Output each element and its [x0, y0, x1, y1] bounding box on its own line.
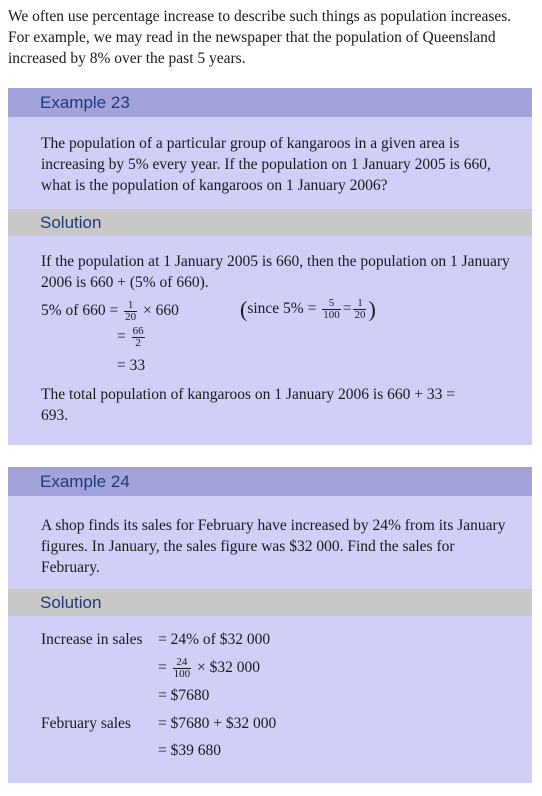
example-23-title: Example 23: [8, 88, 532, 117]
example-24-solution-title: Solution: [8, 589, 532, 616]
example-24-increase-label: Increase in sales: [41, 631, 143, 648]
example-24-calc-line-4: = $7680 + $32 000: [158, 715, 277, 732]
example-23-since-note: (since 5% = $\frac{5}{100}$ = $\frac{1}{20}$ ): [240, 296, 376, 322]
example-23-solution-intro: If the population at 1 January 2005 is 660, then the population on 1 January 2006 is 660 + (5% of 660).: [41, 253, 510, 291]
example-24-calc-line-2: = $\frac{24}{100}$ × $32 000: [158, 656, 260, 680]
intro-paragraph: We often use percentage increase to describe such things as population increases. For example, we may read in the newspaper that the population of Queensland increased by 8% over the past 5 years.: [8, 8, 512, 67]
fraction-66-2: $\frac{66}{2}$: [132, 325, 144, 349]
example-24-box: [8, 467, 532, 783]
example-23-calc-line-2: = $\frac{66}{2}$: [117, 325, 144, 349]
fraction-1-20-since: $\frac{1}{20}$: [354, 297, 366, 321]
example-23-problem: The population of a particular group of kangaroos in a given area is increasing by 5% every year. If the population on 1 January 2005 is 660, what is the population of kangaroos on 1 January 2006?: [41, 135, 491, 194]
example-23-calc-line-1: 5% of 660 = $\frac{1}{20}$ × 660: [41, 299, 179, 323]
example-24-calc-line-1: = 24% of $32 000: [158, 631, 271, 648]
example-24-calc-line-3: = $7680: [158, 687, 210, 704]
example-23-box: [8, 88, 532, 445]
fraction-24-100: $\frac{24}{100}$: [173, 656, 191, 680]
example-23-conclusion: The total population of kangaroos on 1 January 2006 is 660 + 33 = 693.: [41, 386, 455, 424]
example-23-solution-title: Solution: [8, 209, 532, 236]
fraction-1-20: $\frac{1}{20}$: [125, 299, 137, 323]
example-24-problem: A shop finds its sales for February have increased by 24% from its January figures. In January, the sales figure was $32 000. Find the sales for February.: [41, 517, 506, 576]
example-24-feb-label: February sales: [41, 715, 131, 732]
fraction-5-100: $\frac{5}{100}$: [323, 297, 340, 321]
example-24-calc-line-5: = $39 680: [158, 742, 221, 759]
example-23-calc-result: = 33: [117, 357, 146, 374]
example-24-title: Example 24: [8, 467, 532, 496]
